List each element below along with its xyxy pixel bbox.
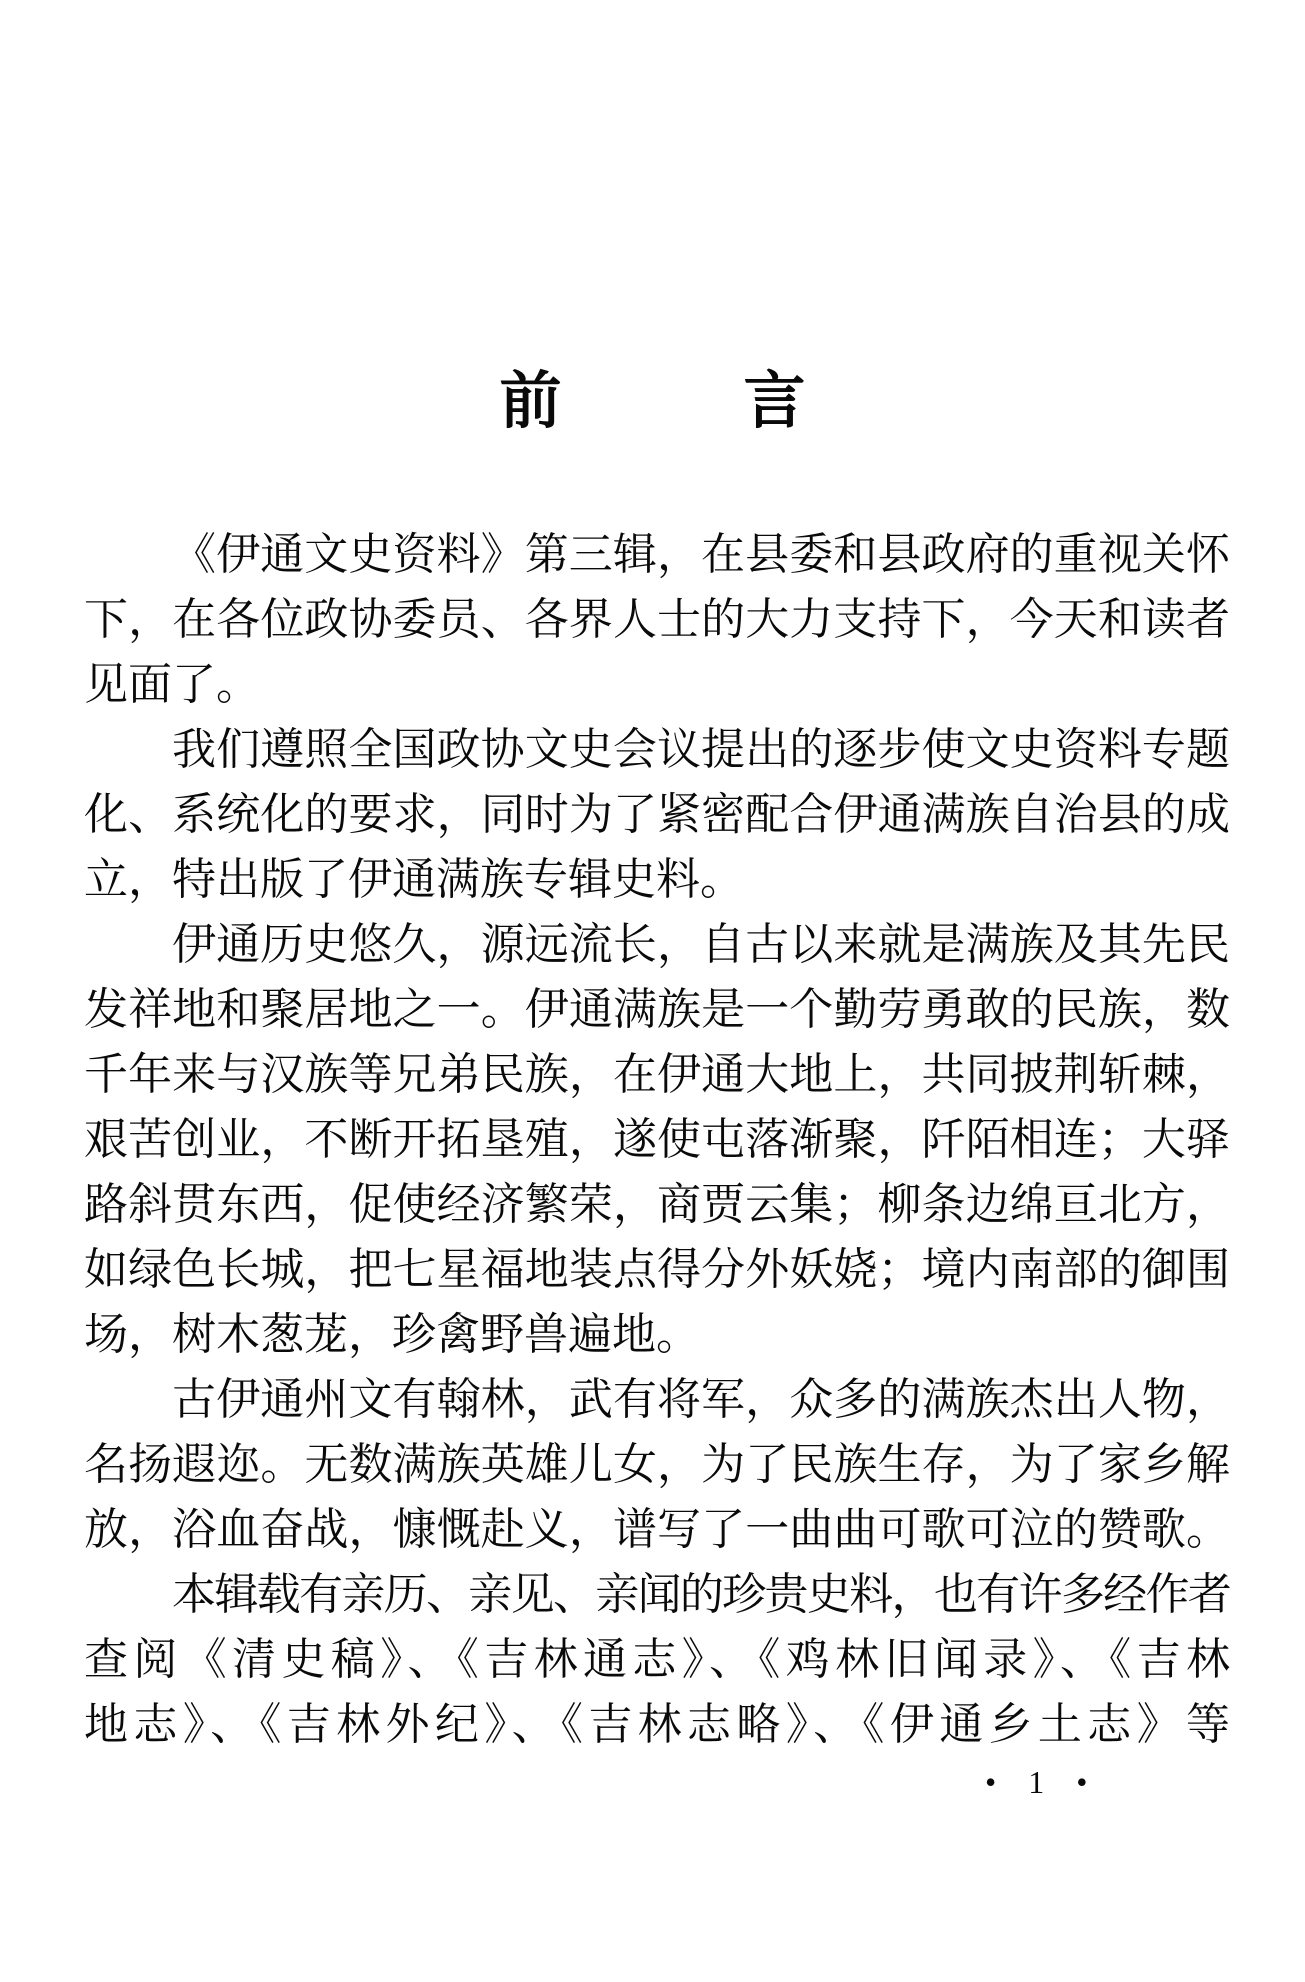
page-title-char-first: 前 [499, 368, 562, 436]
text-line: 化、系统化的要求，同时为了紧密配合伊通满族自治县的成 [84, 790, 1230, 839]
text-line: 查阅《清史稿》、《吉林通志》、《鸡林旧闻录》、《吉林 [84, 1635, 1230, 1684]
text-line: 名扬遐迩。无数满族英雄儿女，为了民族生存，为了家乡解 [84, 1440, 1230, 1489]
text-line: 伊通历史悠久，源远流长，自古以来就是满族及其先民 [172, 920, 1230, 969]
text-line: 放，浴血奋战，慷慨赴义，谱写了一曲曲可歌可泣的赞歌。 [84, 1505, 1230, 1554]
text-line: 如绿色长城，把七星福地装点得分外妖娆；境内南部的御围 [84, 1245, 1230, 1294]
text-line: 艰苦创业，不断开拓垦殖，遂使屯落渐聚，阡陌相连；大驿 [84, 1115, 1230, 1164]
text-line: 发祥地和聚居地之一。伊通满族是一个勤劳勇敢的民族，数 [84, 985, 1230, 1034]
text-line: 见面了。 [84, 660, 260, 709]
text-line: 古伊通州文有翰林，武有将军，众多的满族杰出人物， [172, 1375, 1230, 1424]
text-line: 立，特出版了伊通满族专辑史料。 [84, 855, 744, 904]
page-title-char-second: 言 [743, 368, 806, 436]
page-number: • 1 • [985, 1764, 1100, 1800]
page-title [0, 362, 1305, 442]
text-line: 下，在各位政协委员、各界人士的大力支持下，今天和读者 [84, 595, 1230, 644]
text-line: 我们遵照全国政协文史会议提出的逐步使文史资料专题 [172, 725, 1230, 774]
text-line: 场，树木葱茏，珍禽野兽遍地。 [84, 1310, 700, 1359]
text-line: 千年来与汉族等兄弟民族，在伊通大地上，共同披荆斩棘， [84, 1050, 1230, 1099]
text-line: 地志》、《吉林外纪》、《吉林志略》、《伊通乡土志》等 [84, 1700, 1230, 1749]
text-line: 本辑载有亲历、亲见、亲闻的珍贵史料，也有许多经作者 [172, 1570, 1230, 1619]
preface-body [84, 522, 1230, 1757]
text-line: 路斜贯东西，促使经济繁荣，商贾云集；柳条边绵亘北方， [84, 1180, 1230, 1229]
text-line: 《伊通文史资料》第三辑，在县委和县政府的重视关怀 [172, 530, 1230, 579]
